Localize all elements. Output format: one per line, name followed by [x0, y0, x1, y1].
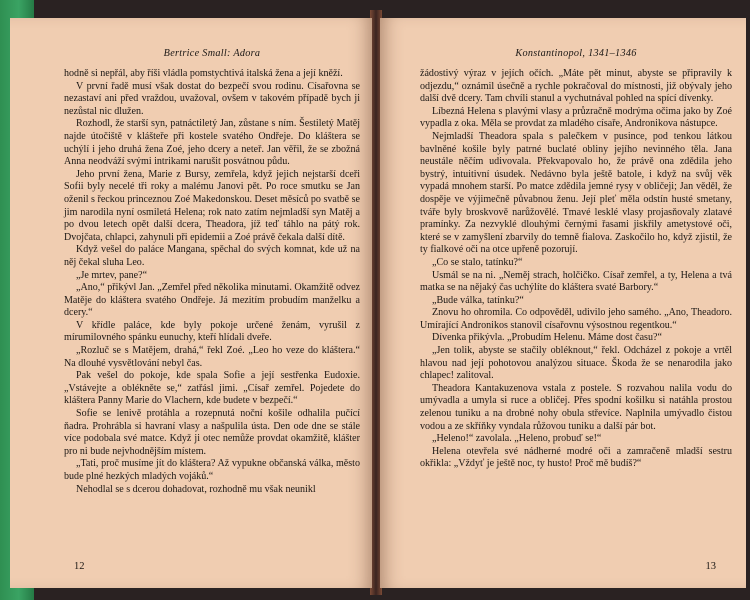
- paragraph: Líbezná Helena s plavými vlasy a průzračně modrýma očima jako by Zoé vypadla z oka. Měla se provdat za mladého císaře, Andronikova nástupce.: [420, 105, 732, 130]
- paragraph: „Heleno!“ zavolala. „Heleno, probuď se!“: [432, 433, 602, 445]
- paragraph: „Rozluč se s Matějem, drahá,“ řekl Zoé. „Leo ho veze do kláštera.“ Na dlouhé vysvětlování nebyl čas.: [64, 345, 360, 369]
- running-head-left: Bertrice Small: Adora: [163, 48, 261, 59]
- paragraph: Theadora Kantakuzenova vstala z postele. S rozvahou nalila vodu do umývadla a umyla si ruce a obličej. Přes spodní košilku si natáhla prostou zelenou tuniku a na drobné nohy obula střevíce. Naplnila umývadlo čistou vodou a ze skříňky vyndala růžovou tuniku a další pár bot.: [420, 382, 732, 432]
- paragraph: „Jen tolik, abyste se stačily obléknout,“ řekl. Odcházel z pokoje a vrtěl hlavou nad její pohotovou analýzou situace. Škoda že se nenarodila jako chlapec! zalitoval.: [420, 345, 732, 382]
- paragraph: žádostivý výraz v jejích očích. „Máte pět minut, abyste se připravily k odjezdu,“ oznámil úsečně a rychle pokračoval do místnosti, již obývaly jeho další dvě dcery. Tam chvíli stanul a vychutnával pohled na spící dívenky.: [420, 68, 732, 105]
- paragraph: „Je mrtev, pane?“: [76, 269, 148, 281]
- paragraph: Nejmladší Theadora spala s palečkem v pusince, pod tenkou látkou bavlněné košile byly patrné buclaté obliny jejího nevinného těla. Jana neustále něčím udivovala. Překvapovalo ho, že právě ona zdědila jeho bystrý, intuitivní úsudek. Nedávno byla ještě batole, i když na svůj věk vypadá mnohem starší. Po matce zdědila jemné rysy v obličeji; Jan věděl, že dospěje ve výjimečně půvabnou ženu. Její pleť měla odstín husté smetany, tváře byly broskvově narůžovělé. Tmavé lesklé vlasy projasňovaly zlatavé pramínky. Za nezvyklé dlouhými černými řasami jiskřily ametystové oči, které se v zamyšlení zbarvily do temně fialova. Zaskočilo ho, když zjistil, že ty fialkové oči na otce upřeně pozorují.: [420, 130, 732, 256]
- paragraph: V křídle paláce, kde byly pokoje určené ženám, vyrušil z mírumilovného spánku eunuchy, kteří hlídali dveře.: [64, 319, 360, 344]
- paragraph: „Bude válka, tatínku?“: [432, 294, 524, 306]
- paragraph: Rozhodl, že starší syn, patnáctiletý Jan, zůstane s ním. Šestiletý Matěj najde útočiště v klášteře při kostele svatého Ondřeje. Do kláštera se uchýlí i jeho druhá žena Zoé, jeho dcery a neteř. Jan věřil, že se zbožná Anna neodváží svými intrikami narušit posvátnou půdu.: [64, 118, 360, 168]
- running-head-right: Konstantinopol, 1341–1346: [515, 48, 637, 59]
- paragraph: Nehodlal se s dcerou dohadovat, rozhodně mu však neunikl: [76, 483, 316, 495]
- paragraph: „Co se stalo, tatínku?“: [432, 256, 523, 268]
- paragraph: Dívenka přikývla. „Probudím Helenu. Máme dost času?“: [432, 332, 662, 344]
- left-page: [10, 18, 372, 588]
- paragraph: Usmál se na ni. „Neměj strach, holčičko. Císař zemřel, a ty, Helena a tvá matka se na nějaký čas uchýlíte do kláštera svaté Barbory.“: [420, 269, 732, 294]
- paragraph: Jeho první žena, Marie z Bursy, zemřela, když jejich nejstarší dceři Sofii byly necelé tři roky a malému Janovi pět. Po roce smutku se Jan oženil s řeckou princeznou Zoé Makedonskou. Deset měsíců po svatbě se jim narodila nyní osmiletá Helena; rok nato zatím nejmladší syn Matěj a po dvou letech opět další dcera, Theadora, jíž teď táhlo na pátý rok. Dvojčata, chlapci, zahynuli při epidemii a Zoé právě čekala další dítě.: [64, 168, 361, 243]
- paragraph: Helena otevřela své nádherné modré oči a zamračeně mladší sestru okřikla: „Vždyť je ještě noc, ty husto! Proč mě budíš?“: [420, 445, 732, 470]
- paragraph: hodně si nepřál, aby říši vládla pomstychtivá italská žena a její kněží.: [64, 68, 343, 79]
- page-number-right: 13: [705, 561, 716, 572]
- paragraph: Sofie se lenivě protáhla a rozepnutá noční košile odhalila pučící ňadra. Prohrábla si havraní vlasy a našpulila ústa. Den ode dne se stále více podobala své matce. Když ji otec nemůže provdat okamžitě, klášter pro ni bude nejvhodnějším místem.: [64, 408, 360, 457]
- right-page-text: [420, 68, 732, 471]
- left-page-text: [64, 68, 360, 496]
- paragraph: Znovu ho ohromila. Co odpověděl, udivilo jeho samého. „Ano, Theadoro. Umírající Andronikos stanovil císařovnu výsostnou regentkou.“: [420, 307, 732, 331]
- paragraph: „Ano,“ přikývl Jan. „Zemřel před několika minutami. Okamžitě odvez Matěje do kláštera svatého Ondřeje. Já mezitím probudím manželku a dcery.“: [64, 282, 360, 319]
- paragraph: V první řadě musí však dostat do bezpečí svou rodinu. Císařovna se nezastaví ani před vraždou, uvažoval, ovšem v takovém případě bych ji nezůstal nic dlužen.: [64, 80, 360, 117]
- page-number-left: 12: [74, 561, 85, 572]
- paragraph: Pak vešel do pokoje, kde spala Sofie a její sestřenka Eudoxie. „Vstávejte a oblékněte se,“ zatřásl jimi. „Císař zemřel. Pojedete do kláštera Panny Marie do Vlachern, kde budete v bezpečí.“: [64, 370, 360, 407]
- paragraph: Když vešel do paláce Mangana, spěchal do svých komnat, kde už na něj čekal sluha Leo.: [64, 244, 360, 268]
- paragraph: „Tati, proč musíme jít do kláštera? Až vypukne občanská válka, město bude plné hezkých mladých vojáků.“: [64, 458, 360, 482]
- right-page: [380, 18, 746, 588]
